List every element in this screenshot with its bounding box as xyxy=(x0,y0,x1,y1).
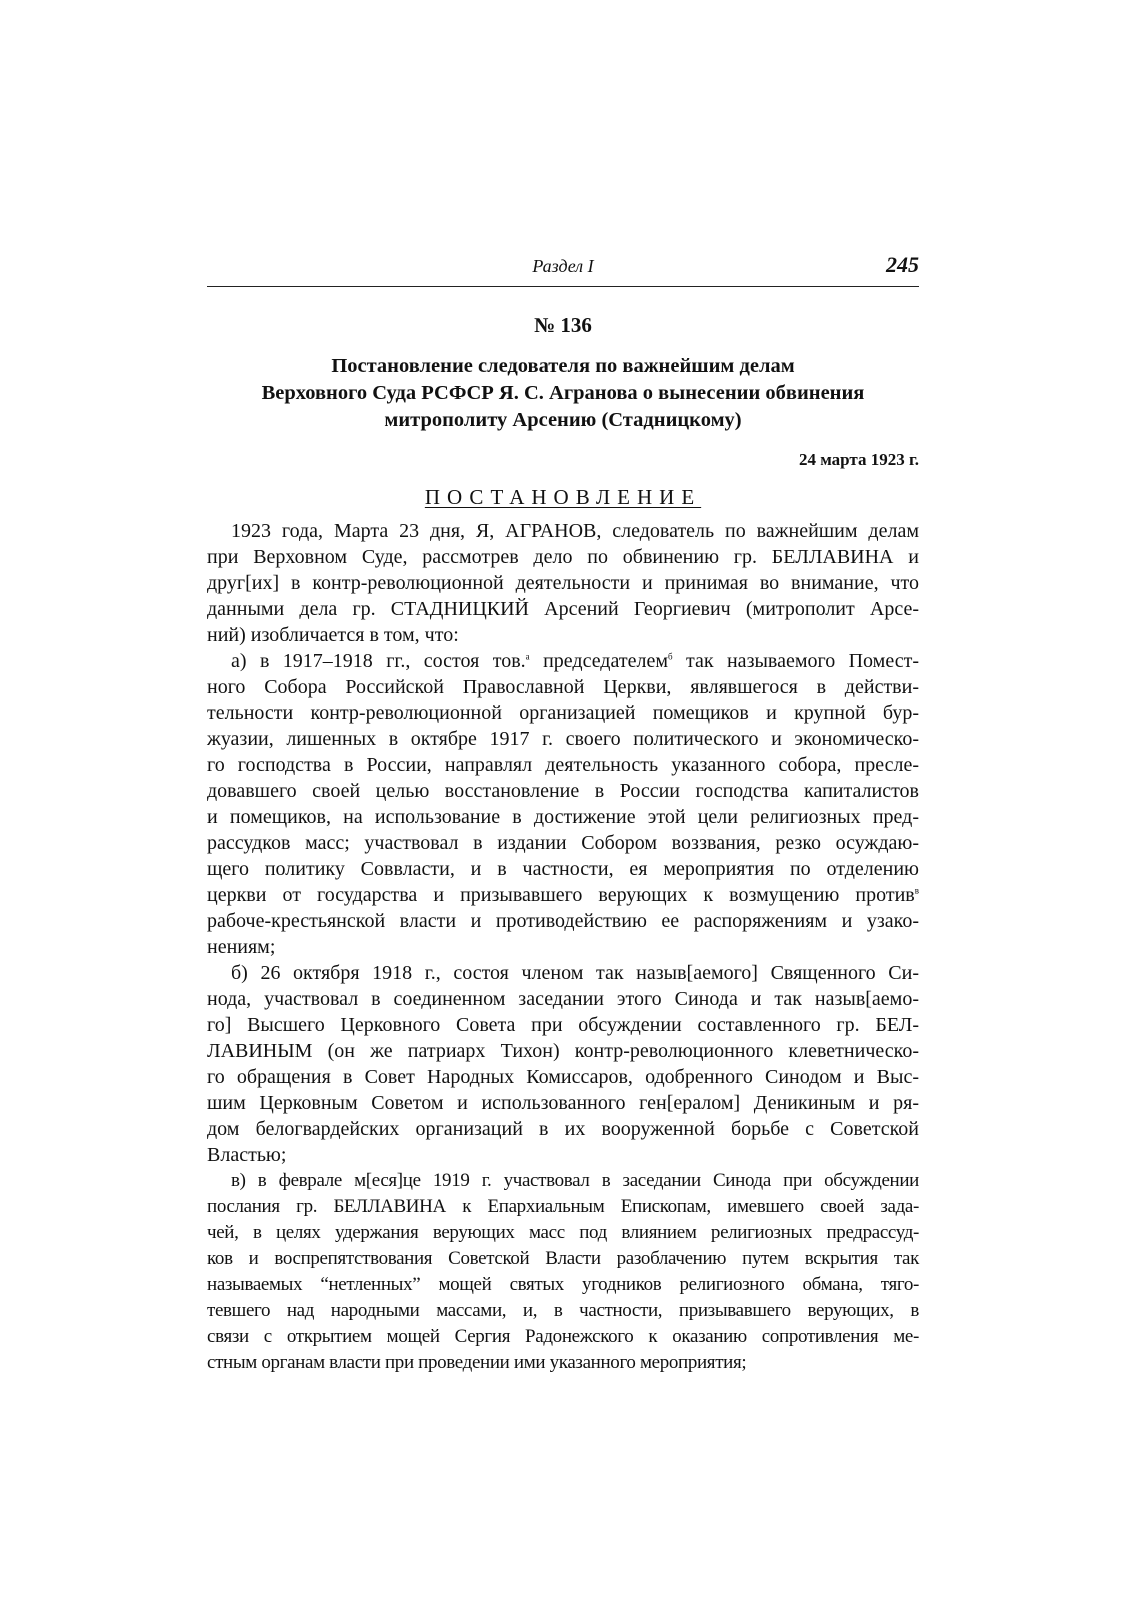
text-line: стным органам власти при проведении ими указанного мероприятия; xyxy=(207,1352,747,1373)
paragraph-a xyxy=(207,648,919,960)
text-line: шим Церковным Советом и использованного ген[ералом] Деникиным и ря- xyxy=(207,1092,919,1114)
text-line: Властью; xyxy=(207,1144,287,1166)
title-line: Постановление следователя по важнейшим делам xyxy=(331,355,795,377)
document-date: 24 марта 1923 г. xyxy=(798,450,919,469)
text-line: го господства в России, направлял деятельность указанного собора, пресле- xyxy=(207,754,919,776)
document-title xyxy=(207,353,919,434)
text-line: нениям; xyxy=(207,936,276,958)
text-line: друг[их] в контр-революционной деятельности и принимая во внимание, что xyxy=(207,572,919,594)
text-line: го обращения в Совет Народных Комиссаров, одобренного Синодом и Выс- xyxy=(207,1066,919,1088)
text-line: ний) изобличается в том, что: xyxy=(207,624,459,646)
document-number: № 136 xyxy=(534,313,592,337)
resolution-heading-text: ПОСТАНОВЛЕНИЕ xyxy=(424,485,702,509)
document-body xyxy=(207,518,919,1376)
text-line: ков и воспрепятствования Советской Власти разоблачению путем вскрытия так xyxy=(207,1248,919,1269)
text-line: тевшего над народными массами, и, в частности, призывавшего верующих, в xyxy=(207,1300,919,1321)
text-line xyxy=(207,882,919,908)
text-line: и помещиков, на использование в достижение этой цели религиозных пред- xyxy=(207,806,919,828)
text-line: данными дела гр. СТАДНИЦКИЙ Арсений Георгиевич (митрополит Арсе- xyxy=(207,598,919,620)
paragraph-b xyxy=(207,960,919,1168)
resolution-heading xyxy=(207,482,919,512)
text-line: чей, в целях удержания верующих масс под влиянием религиозных предрассуд- xyxy=(207,1222,919,1243)
text-line: дом белогвардейских организаций в их вооруженной борьбе с Советской xyxy=(207,1118,919,1140)
text-fragment: церкви от государства и призывавшего верующих к возмущению против xyxy=(207,884,915,906)
footnote-mark: а xyxy=(525,651,530,662)
text-line: рабоче-крестьянской власти и противодействию ее распоряжениям и узако- xyxy=(207,910,919,932)
running-header xyxy=(207,248,919,287)
text-line: жуазии, лишенных в октябре 1917 г. своего политического и экономическо- xyxy=(207,728,919,750)
text-line: называемых “нетленных” мощей святых угодников религиозного обмана, тяго- xyxy=(207,1274,919,1295)
text-line xyxy=(207,648,919,674)
text-line: 1923 года, Марта 23 дня, Я, АГРАНОВ, следователь по важнейшим делам xyxy=(231,520,919,542)
text-line: го] Высшего Церковного Совета при обсуждении составленного гр. БЕЛ- xyxy=(207,1014,919,1036)
text-fragment: председателем xyxy=(529,650,668,672)
text-line: ного Собора Российской Православной Церкви, являвшегося в действи- xyxy=(207,676,919,698)
text-line: довавшего своей целью восстановление в России господства капиталистов xyxy=(207,780,919,802)
footnote-mark: б xyxy=(667,651,673,662)
text-line: щего политику Соввласти, и в частности, ея мероприятия по отделению xyxy=(207,858,919,880)
book-page xyxy=(207,248,919,1376)
text-fragment: а) в 1917–1918 гг., состоя тов. xyxy=(231,650,526,672)
footnote-mark: в xyxy=(914,885,919,896)
paragraph-c xyxy=(207,1168,919,1376)
section-label: Раздел I xyxy=(532,256,594,276)
paragraph-intro xyxy=(207,518,919,648)
text-line: послания гр. БЕЛЛАВИНА к Епархиальным Епископам, имевшего своей зада- xyxy=(207,1196,919,1217)
text-line: при Верховном Суде, рассмотрев дело по обвинению гр. БЕЛЛАВИНА и xyxy=(207,546,919,568)
title-line: митрополиту Арсению (Стадницкому) xyxy=(384,409,742,431)
page-number: 245 xyxy=(886,252,919,277)
text-line: б) 26 октября 1918 г., состоя членом так назыв[аемого] Священного Си- xyxy=(231,962,919,984)
text-line: нода, участвовал в соединенном заседании этого Синода и так назыв[аемо- xyxy=(207,988,919,1010)
text-fragment: так называемого Помест- xyxy=(672,650,919,672)
title-line: Верховного Суда РСФСР Я. С. Агранова о вынесении обвинения xyxy=(261,382,865,404)
text-line: связи с открытием мощей Сергия Радонежского к оказанию сопротивления ме- xyxy=(207,1326,919,1347)
text-line: рассудков масс; участвовал в издании Собором воззвания, резко осуждаю- xyxy=(207,832,919,854)
text-line: тельности контр-революционной организацией помещиков и крупной бур- xyxy=(207,702,919,724)
text-line: в) в феврале м[еся]це 1919 г. участвовал в заседании Синода при обсуждении xyxy=(231,1170,919,1191)
text-line: ЛАВИНЫМ (он же патриарх Тихон) контр-революционного клеветническо- xyxy=(207,1040,919,1062)
